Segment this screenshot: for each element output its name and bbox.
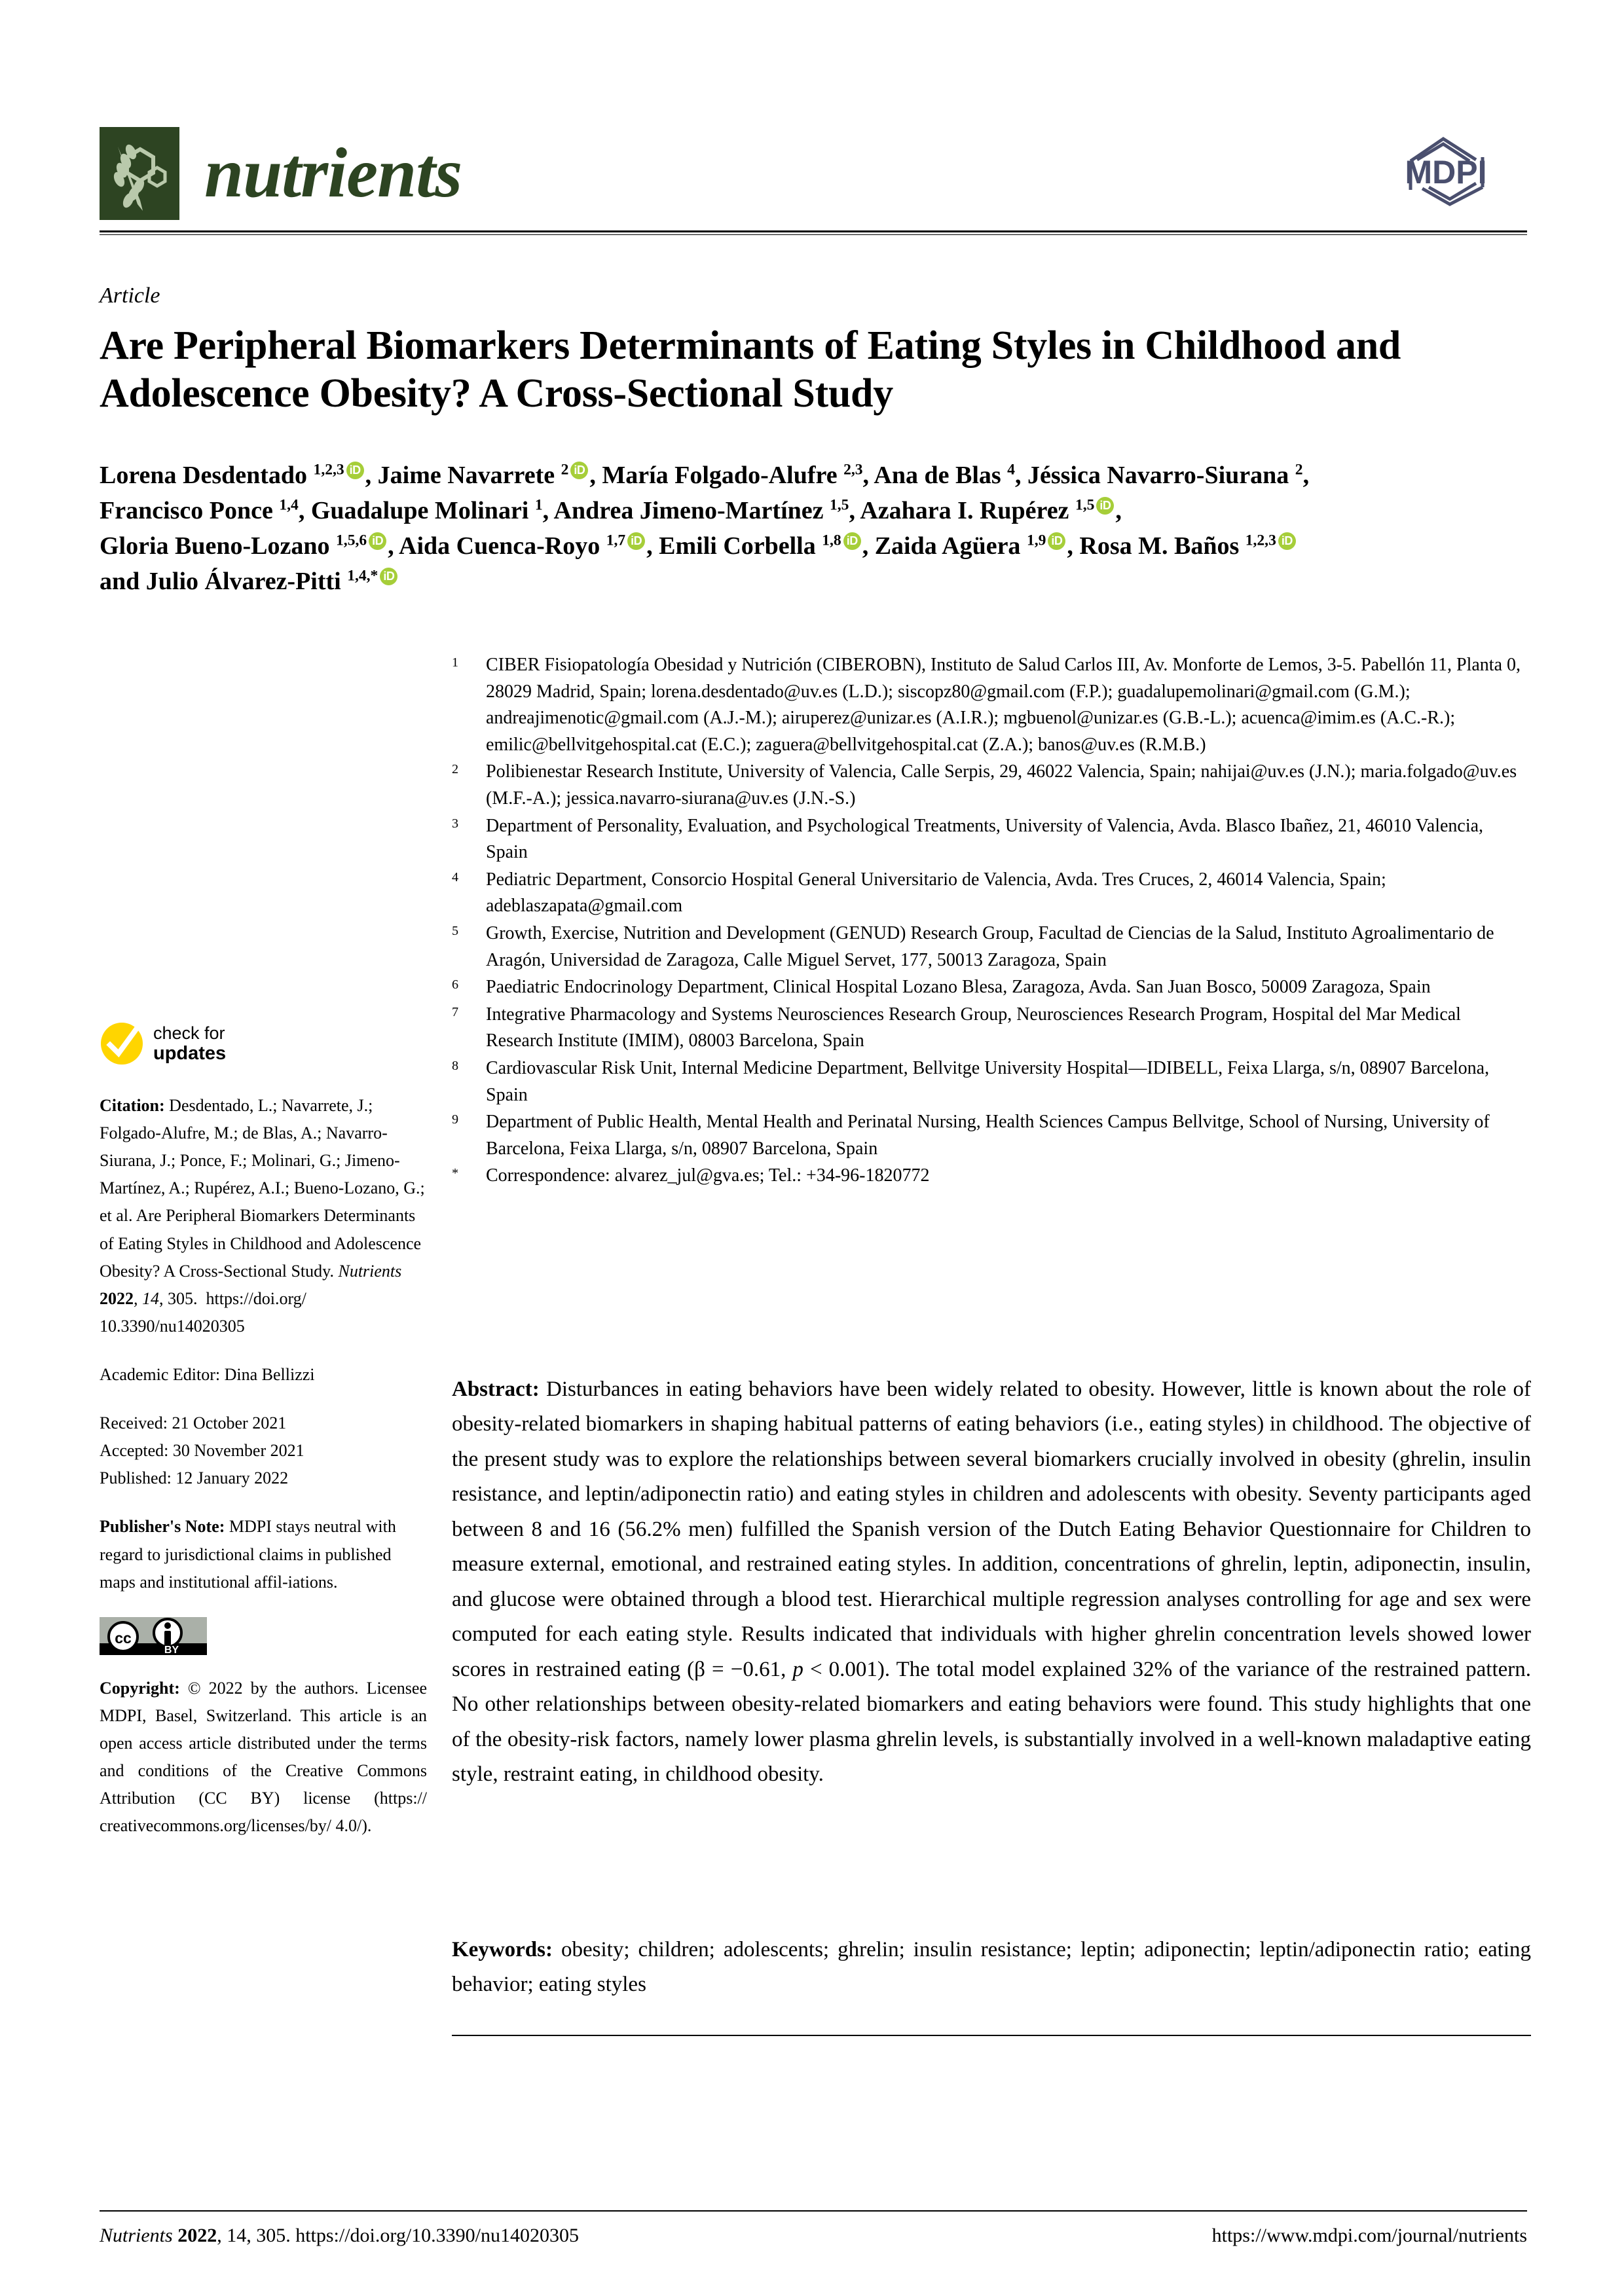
svg-text:cc: cc <box>115 1629 132 1647</box>
correspondence-text: Correspondence: alvarez_jul@gva.es; Tel.: +34-96-1820772 <box>486 1165 930 1186</box>
affiliation-text: Growth, Exercise, Nutrition and Development (GENUD) Research Group, Facultad de Ciencias de la Salud, Instituto Agroalimentario de Aragón, Universidad de Zaragoza, Calle Miguel Servet, 177, 50013 Zaragoza, Spain <box>486 922 1494 970</box>
affiliation-number: 8 <box>452 1058 459 1073</box>
correspondence-item <box>452 1163 1529 1190</box>
affiliation-item <box>452 974 1529 1001</box>
page-footer <box>100 2225 1527 2247</box>
check-line-1: check for <box>153 1023 225 1043</box>
orcid-icon[interactable]: iD <box>1048 532 1065 550</box>
footer-divider <box>100 2210 1527 2212</box>
orcid-icon[interactable]: iD <box>1278 532 1296 550</box>
affiliation-number: 9 <box>452 1112 459 1127</box>
citation-volume-sep: , 14 <box>134 1288 159 1308</box>
keywords-section <box>452 1933 1531 2003</box>
affiliation-item <box>452 759 1529 812</box>
orcid-icon[interactable]: iD <box>380 568 397 585</box>
affiliation-item <box>452 920 1529 974</box>
author-line: and Julio Álvarez-Pitti $^{1,4,*}$ iD <box>100 564 1527 600</box>
sidebar <box>100 1021 427 1861</box>
abstract-label: Abstract: <box>452 1377 540 1401</box>
affiliation-number: 2 <box>452 762 459 777</box>
affiliation-item <box>452 1109 1529 1162</box>
keywords-label: Keywords: <box>452 1938 553 1961</box>
svg-text:MDPI: MDPI <box>1405 154 1487 191</box>
check-circle-icon <box>100 1021 144 1066</box>
affiliation-item <box>452 813 1529 866</box>
affiliation-number: 6 <box>452 977 459 993</box>
affiliation-text: Department of Personality, Evaluation, and Psychological Treatments, University of Valencia, Avda. Blasco Ibañez, 21, 46010 Valencia, Spain <box>486 815 1484 863</box>
affiliation-number: 7 <box>452 1004 459 1019</box>
author-line: Francisco Ponce $^{1,4}$, Guadalupe Molinari $^1$, Andrea Jimeno-Martínez $^{1,5}$, Azahara I. Rupérez $^{1,5}$ iD , <box>100 496 1122 524</box>
affiliation-text: Cardiovascular Risk Unit, Internal Medicine Department, Bellvitge University Hospital—IDIBELL, Feixa Llarga, s/n, 08907 Barcelona, Spain <box>486 1057 1490 1105</box>
affiliation-text: Integrative Pharmacology and Systems Neurosciences Research Group, Neurosciences Research Program, Hospital del Mar Medical Research Institute (IMIM), 08003 Barcelona, Spain <box>486 1004 1461 1051</box>
nutrients-logo-icon <box>100 127 179 220</box>
affiliation-number: 3 <box>452 816 459 831</box>
journal-name: nutrients <box>204 134 462 212</box>
copyright-label: Copyright: <box>100 1678 180 1698</box>
orcid-icon[interactable]: iD <box>369 532 386 550</box>
orcid-icon[interactable]: iD <box>1096 497 1114 515</box>
affiliation-text: Paediatric Endocrinology Department, Clinical Hospital Lozano Blesa, Zaragoza, Avda. San Juan Bosco, 50009 Zaragoza, Spain <box>486 977 1431 998</box>
citation-text: Desdentado, L.; Navarrete, J.; Folgado-Alufre, M.; de Blas, A.; Navarro-Siurana, J.; Ponce, F.; Molinari, G.; Jimeno-Martínez, A.; Rupérez, A.I.; Bueno-Lozano, G.; et al. Are Peripheral Biomarkers Determinants of Eating Styles in Childhood and Adolescence Obesity? A Cross-Sectional Study. <box>100 1096 425 1281</box>
author-line: Lorena Desdentado $^{1,2,3}$ iD , Jaime Navarrete $^2$ iD , María Folgado-Alufre $^{2,3}$, Ana de Blas $^4$, Jéssica Navarro-Siurana $^2$, <box>100 461 1310 489</box>
author-list <box>100 458 1527 600</box>
header-divider <box>100 230 1527 235</box>
accepted-date: Accepted: 30 November 2021 <box>100 1441 304 1461</box>
correspondence-marker: * <box>452 1166 459 1181</box>
affiliation-number: 1 <box>452 655 459 670</box>
affiliation-item <box>452 652 1529 758</box>
affiliation-text: Polibienestar Research Institute, University of Valencia, Calle Serpis, 29, 46022 Valencia, Spain; nahijai@uv.es (J.N.); maria.folgado@uv.es (M.F.-A.); jessica.navarro-siurana@uv.es (J.N.-S.) <box>486 761 1517 809</box>
abstract-text-part1: Disturbances in eating behaviors have been widely related to obesity. However, little is known about the role of obesity-related biomarkers in shaping habitual patterns of eating behaviors (i.e., eating styles) in childhood. The objective of the present study was to explore the relationships between several biomarkers crucially involved in obesity (ghrelin, insulin resistance, and leptin/adiponectin ratio) and eating styles in children and adolescents with obesity. Seventy participants aged between 8 and 16 (56.2% men) fulfilled the Spanish version of the Dutch Eating Behavior Questionnaire for Children to measure external, emotional, and restrained eating styles. In addition, concentrations of ghrelin, leptin, adiponectin, insulin, and glucose were obtained through a blood test. Hierarchical multiple regression analyses controlling for age and sex were computed for each eating style. Results indicated that individuals with higher ghrelin concentration levels showed lower scores in restrained eating (β = −0.61, <box>452 1377 1531 1681</box>
citation-journal: Nutrients <box>338 1261 402 1281</box>
orcid-icon[interactable]: iD <box>570 462 588 479</box>
dates-block <box>100 1410 427 1492</box>
footer-url[interactable]: https://www.mdpi.com/journal/nutrients <box>1211 2225 1527 2246</box>
mdpi-logo-icon[interactable] <box>1403 130 1527 208</box>
check-for-updates-label <box>153 1023 226 1065</box>
academic-editor: Academic Editor: Dina Bellizzi <box>100 1364 315 1384</box>
affiliation-number: 5 <box>452 923 459 938</box>
author-line: Gloria Bueno-Lozano $^{1,5,6}$ iD , Aida Cuenca-Royo $^{1,7}$ iD , Emili Corbella $^{1,8}$ iD , Zaida Agüera $^{1,9}$ iD , Rosa M. Baños $^{1,2,3}$ iD <box>100 529 1527 564</box>
affiliation-number: 4 <box>452 869 459 884</box>
published-date: Published: 12 January 2022 <box>100 1468 289 1488</box>
affiliation-list <box>452 652 1529 1190</box>
abstract-section <box>452 1372 1531 1792</box>
affiliation-item <box>452 867 1529 920</box>
affiliation-text: Pediatric Department, Consorcio Hospital General Universitario de Valencia, Avda. Tres Cruces, 2, 46014 Valencia, Spain; adeblaszapata@gmail.com <box>486 869 1386 917</box>
svg-text:BY: BY <box>164 1644 179 1655</box>
copyright-text: © 2022 by the authors. Licensee MDPI, Basel, Switzerland. This article is an open access article distributed under the terms and conditions of the Creative Commons Attribution (CC BY) license (https:// creativecommons.org/licenses/by/ 4.0/). <box>100 1678 427 1836</box>
keywords-divider <box>452 2035 1531 2036</box>
citation-pages: , 305. https://doi.org/ 10.3390/nu14020305 <box>100 1288 306 1336</box>
publisher-note-label: Publisher's Note: <box>100 1517 225 1537</box>
publisher-note-block <box>100 1513 427 1595</box>
orcid-icon[interactable]: iD <box>843 532 861 550</box>
received-date: Received: 21 October 2021 <box>100 1413 287 1433</box>
affiliation-text: Department of Public Health, Mental Health and Perinatal Nursing, Health Sciences Campus Bellvitge, School of Nursing, University of Barcelona, Feixa Llarga, s/n, 08907 Barcelona, Spain <box>486 1112 1490 1159</box>
affiliation-item <box>452 1002 1529 1055</box>
citation-label: Citation: <box>100 1096 165 1115</box>
orcid-icon[interactable]: iD <box>346 462 364 479</box>
footer-citation <box>100 2225 579 2247</box>
cc-by-license-icon[interactable] <box>100 1617 207 1655</box>
publisher-note-text: MDPI stays neutral with regard to jurisdictional claims in published maps and institutional affil-iations. <box>100 1517 396 1592</box>
keywords-text: obesity; children; adolescents; ghrelin; insulin resistance; leptin; adiponectin; leptin/adiponectin ratio; eating behavior; eating styles <box>452 1938 1531 1997</box>
check-line-2: updates <box>153 1042 227 1064</box>
citation-block <box>100 1092 427 1340</box>
journal-logo[interactable] <box>100 124 1527 223</box>
affiliation-item <box>452 1055 1529 1108</box>
abstract-text-part2: < 0.001). The total model explained 32% of the variance of the restrained pattern. No other relationships between obesity-related biomarkers and eating behaviors were found. This study highlights that one of the obesity-risk factors, namely lower plasma ghrelin levels, is substantially involved in a well-known maladaptive eating style, restraint eating, in childhood obesity. <box>452 1657 1531 1786</box>
orcid-icon[interactable]: iD <box>627 532 645 550</box>
footer-rest: , 14, 305. https://doi.org/10.3390/nu14020305 <box>217 2225 579 2246</box>
footer-year: 2022 <box>177 2225 217 2246</box>
masthead <box>100 124 1527 229</box>
affiliation-text: CIBER Fisiopatología Obesidad y Nutrición (CIBEROBN), Instituto de Salud Carlos III, Av. Monforte de Lemos, 3-5. Pabellón 11, Planta 0, 28029 Madrid, Spain; lorena.desdentado@uv.es (L.D.); siscopz80@gmail.com (F.P.); guadalupemolinari@gmail.com (G.M.); andreajimenotic@gmail.com (A.J.-M.); airuperez@unizar.es (A.I.R.); mgbuenol@unizar.es (G.B.-L.); acuenca@imim.es (A.C.-R.); emilic@bellvitgehospital.cat (E.C.); zaguera@bellvitgehospital.cat (Z.A.); banos@uv.es (R.M.B.) <box>486 655 1521 755</box>
footer-journal: Nutrients <box>100 2225 173 2246</box>
article-type-label: Article <box>100 283 160 308</box>
page-title: Are Peripheral Biomarkers Determinants of Eating Styles in Childhood and Adolescence Obesity? A Cross-Sectional Study <box>100 323 1401 416</box>
copyright-block <box>100 1675 427 1840</box>
check-for-updates-badge[interactable] <box>100 1021 427 1066</box>
citation-year: 2022 <box>100 1288 134 1308</box>
abstract-italic-p: p <box>792 1657 803 1681</box>
